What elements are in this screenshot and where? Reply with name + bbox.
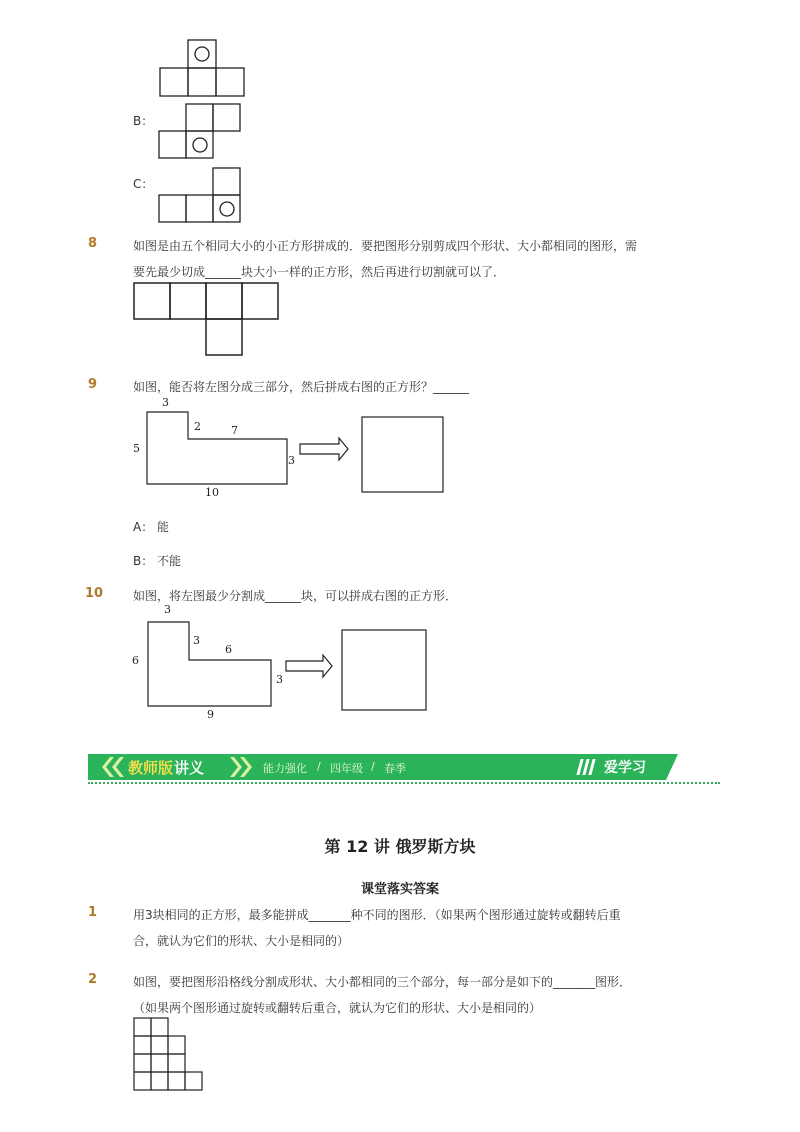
net-figure-a <box>150 34 260 104</box>
net-figure-b <box>150 98 260 164</box>
season-label: 春季 <box>384 762 406 775</box>
page-banner <box>88 754 678 780</box>
answer-number: 1 <box>88 905 98 920</box>
edition-label-2: 讲义 <box>174 759 205 777</box>
answer-text-line1: 用3块相同的正方形，最多能拼成_______种不同的图形．（如果两个图形通过旋转或翻转后重 <box>133 908 621 922</box>
dim-inner: 7 <box>231 424 238 437</box>
divider <box>88 782 720 784</box>
question-number: 8 <box>88 236 98 251</box>
answer-number: 2 <box>88 972 98 987</box>
option-b[interactable]: B： 不能 <box>133 554 182 568</box>
question-text: 如图，将左图最少分割成______块，可以拼成右图的正方形． <box>133 589 458 603</box>
edition-label: 教师版 <box>128 759 174 777</box>
five-squares-figure <box>132 281 284 359</box>
dim-inner: 6 <box>225 643 232 656</box>
dim-left: 6 <box>132 654 139 667</box>
option-c-label: C： <box>133 177 154 191</box>
dim-bottom: 10 <box>205 486 219 499</box>
grid-staircase-figure <box>132 1016 204 1094</box>
dim-step: 3 <box>193 634 200 647</box>
grade-label: 四年级 <box>330 762 363 775</box>
answer-text-line1: 如图，要把图形沿格线分割成形状、大小都相同的三个部分，每一部分是如下的_______图形． <box>133 975 632 989</box>
question-number: 9 <box>88 377 98 392</box>
dim-right: 3 <box>276 673 283 686</box>
l-shape-to-square-figure <box>128 392 458 500</box>
dim-bottom: 9 <box>207 708 214 721</box>
dim-top: 3 <box>164 603 171 616</box>
dim-right: 3 <box>288 454 295 467</box>
dim-top: 3 <box>162 396 169 409</box>
dim-left: 5 <box>133 442 140 455</box>
brand-logo: 爱学习 <box>604 760 646 776</box>
net-figure-c <box>150 162 260 228</box>
separator: / <box>371 760 375 773</box>
option-b-label: B： <box>133 114 154 128</box>
l-shape-to-square-figure <box>128 600 438 724</box>
lecture-title: 第 12 讲 俄罗斯方块 <box>324 837 476 856</box>
question-text-line2: 要先最少切成______块大小一样的正方形，然后再进行切割就可以了． <box>133 265 506 279</box>
option-a[interactable]: A： 能 <box>133 520 170 534</box>
question-number: 10 <box>85 586 104 601</box>
section-title: 课堂落实答案 <box>360 882 439 897</box>
question-text: 如图，能否将左图分成三部分，然后拼成右图的正方形？______ <box>133 380 470 394</box>
answer-text-line2: 合，就认为它们的形状、大小是相同的） <box>133 934 350 948</box>
separator: / <box>317 760 321 773</box>
course-label: 能力强化 <box>263 762 307 775</box>
dim-step: 2 <box>194 420 201 433</box>
question-text-line1: 如图是由五个相同大小的小正方形拼成的．要把图形分别剪成四个形状、大小都相同的图形，需 <box>133 239 638 253</box>
answer-text-line2: （如果两个图形通过旋转或翻转后重合，就认为它们的形状、大小是相同的） <box>133 1001 542 1015</box>
